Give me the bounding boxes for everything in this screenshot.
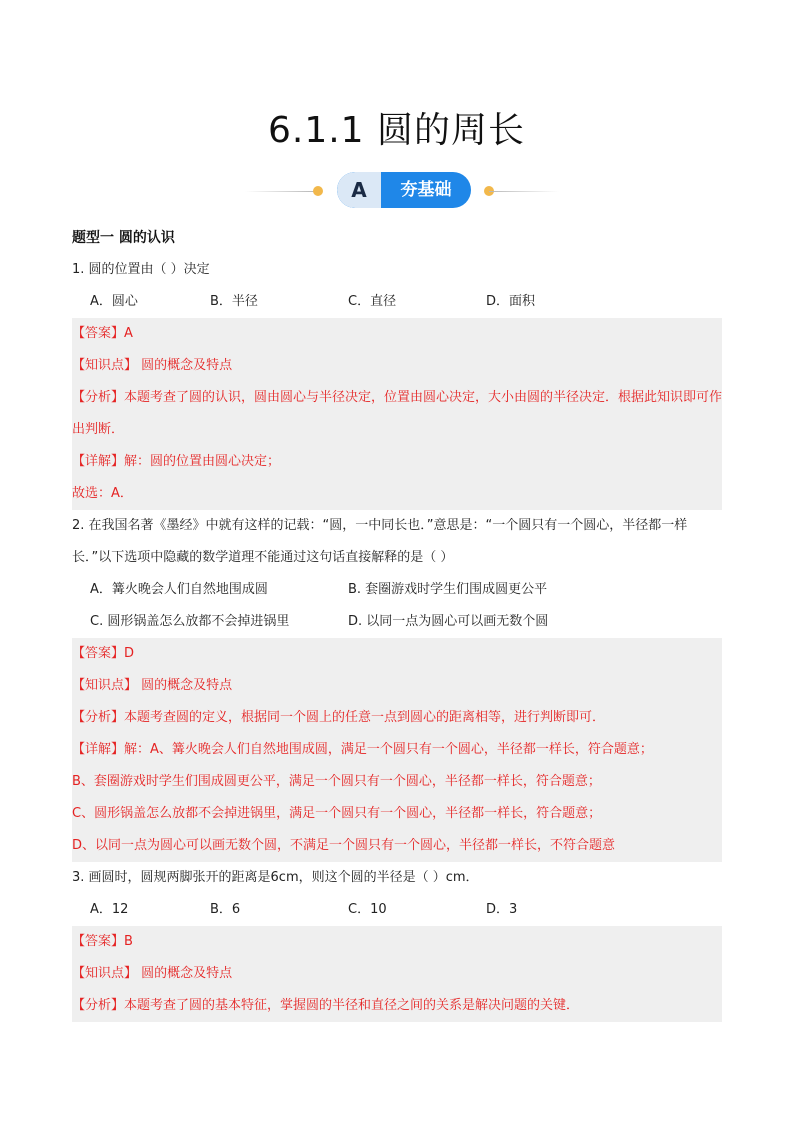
knowledge-point: 【知识点】 圆的概念及特点 xyxy=(72,678,233,693)
page-title: 6.1.1 圆的周长 xyxy=(267,110,526,151)
option-b: B．6 xyxy=(210,902,241,917)
knowledge-point: 【知识点】 圆的概念及特点 xyxy=(72,358,233,373)
dot-left-icon xyxy=(313,186,323,196)
answer: 【答案】A xyxy=(72,326,133,341)
divider-left xyxy=(245,191,315,192)
answer: 【答案】B xyxy=(72,934,133,949)
option-a: A．12 xyxy=(90,902,129,917)
detail: 【详解】解：圆的位置由圆心决定； xyxy=(72,454,281,469)
option-c: C．直径 xyxy=(348,294,397,309)
question-2-options-row-1 xyxy=(72,574,722,606)
question-2-options-row-2 xyxy=(72,606,722,638)
option-a: A．篝火晚会人们自然地围成圆 xyxy=(90,582,268,597)
option-c: C．10 xyxy=(348,902,387,917)
final-choice: 故选：A． xyxy=(72,486,133,501)
question-1-stem: 1. 圆的位置由（ ）决定 xyxy=(72,262,210,277)
option-d: D．3 xyxy=(486,902,518,917)
option-d: D. 以同一点为圆心可以画无数个圆 xyxy=(348,614,549,629)
knowledge-point: 【知识点】 圆的概念及特点 xyxy=(72,966,233,981)
question-3-options xyxy=(72,894,722,926)
worksheet-content xyxy=(72,222,722,1022)
analysis: 【分析】本题考查了圆的基本特征，掌握圆的半径和直径之间的关系是解决问题的关键． xyxy=(72,998,580,1013)
level-pill xyxy=(337,172,471,208)
option-c: C. 圆形锅盖怎么放都不会掉进锅里 xyxy=(90,614,290,629)
question-3-stem: 3. 画圆时，圆规两脚张开的距离是6cm，则这个圆的半径是（ ）cm． xyxy=(72,870,479,885)
analysis: 【分析】本题考查圆的定义，根据同一个圆上的任意一点到圆心的距离相等，进行判断即可． xyxy=(72,710,606,725)
detail-line-4: D、以同一点为圆心可以画无数个圆，不满足一个圆只有一个圆心，半径都一样长，不符合题意 xyxy=(72,838,616,853)
level-label: 夯基础 xyxy=(400,180,452,200)
detail-line-1: 【详解】解：A、篝火晚会人们自然地围成圆，满足一个圆只有一个圆心，半径都一样长，符合题意； xyxy=(72,742,653,757)
option-b: B. 套圈游戏时学生们围成圆更公平 xyxy=(348,582,548,597)
question-2-solution xyxy=(72,638,722,862)
detail-line-2: B、套圈游戏时学生们围成圆更公平，满足一个圆只有一个圆心，半径都一样长，符合题意； xyxy=(72,774,601,789)
section-title: 题型一 圆的认识 xyxy=(72,230,175,246)
option-b: B．半径 xyxy=(210,294,258,309)
question-1-options xyxy=(72,286,722,318)
level-banner xyxy=(0,172,793,210)
divider-right xyxy=(489,191,559,192)
detail-line-3: C、圆形锅盖怎么放都不会掉进锅里，满足一个圆只有一个圆心，半径都一样长，符合题意； xyxy=(72,806,602,821)
option-d: D．面积 xyxy=(486,294,536,309)
answer: 【答案】D xyxy=(72,646,135,661)
option-a: A．圆心 xyxy=(90,294,138,309)
analysis: 【分析】本题考查了圆的认识，圆由圆心与半径决定，位置由圆心决定，大小由圆的半径决定．根据此知识即可作出判断． xyxy=(72,390,723,437)
level-letter: A xyxy=(337,172,381,208)
question-3-solution xyxy=(72,926,722,1022)
question-2-stem: 2. 在我国名著《墨经》中就有这样的记载：“圆，一中同长也．”意思是：“一个圆只有一个圆心，半径都一样长．”以下选项中隐藏的数学道理不能通过这句话直接解释的是（ ） xyxy=(72,518,688,565)
question-1-solution xyxy=(72,318,722,510)
